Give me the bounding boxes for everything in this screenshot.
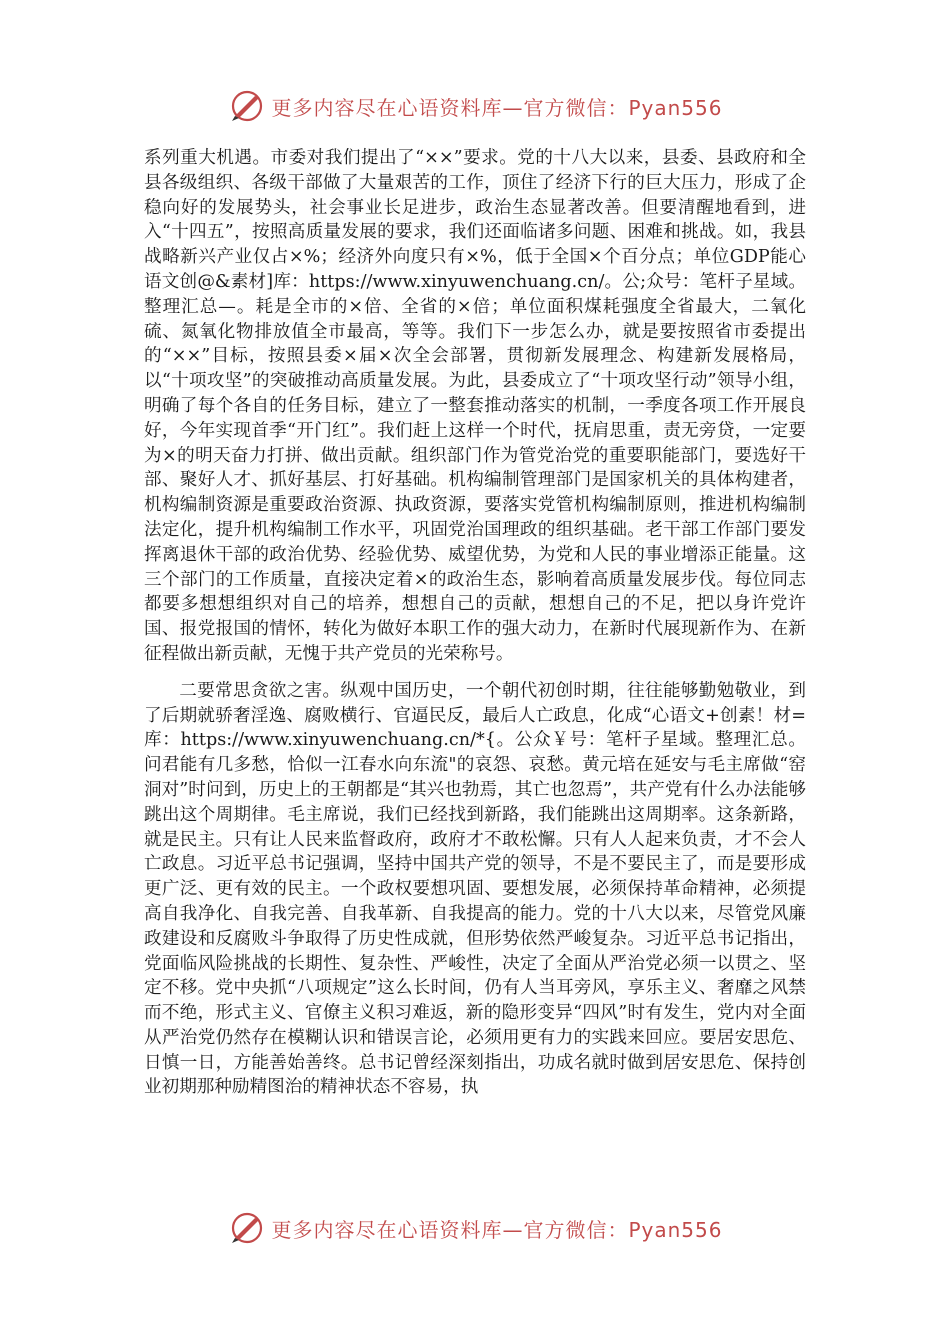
brush-logo-icon [227,1208,267,1248]
paragraph-2: 二要常思贪欲之害。纵观中国历史，一个朝代初创时期，往往能够勤勉敬业，到了后期就骄奢淫逸、腐败横行、官逼民反，最后人亡政息，化成“心语文+创素！材=库：https://www.xinyuwenchuang.cn/*{。公众￥号：笔杆子星域。整理汇总。问君能有几多愁，恰似一江春水向东流"的哀怨、哀愁。黄元培在延安与毛主席做“窑洞对”时问到，历史上的王朝都是“其兴也勃焉，其亡也忽焉”，共产党有什么办法能够跳出这个周期律。毛主席说，我们已经找到新路，我们能跳出这周期率。这条新路，就是民主。只有让人民来监督政府，政府才不敢松懈。只有人人起来负责，才不会人亡政息。习近平总书记强调，坚持中国共产党的领导，不是不要民主了，而是要形成更广泛、更有效的民主。一个政权要想巩固、要想发展，必须保持革命精神，必须提高自我净化、自我完善、自我革新、自我提高的能力。党的十八大以来，尽管党风廉政建设和反腐败斗争取得了历史性成就，但形势依然严峻复杂。习近平总书记指出，党面临风险挑战的长期性、复杂性、严峻性，决定了全面从严治党必须一以贯之、坚定不移。党中央抓“八项规定”这么长时间，仍有人当耳旁风，享乐主义、奢靡之风禁而不绝，形式主义、官僚主义积习难返，新的隐形变异“四风”时有发生，党内对全面从严治党仍然存在模糊认识和错误言论，必须用更有力的实践来回应。要居安思危、日慎一日，方能善始善终。总书记曾经深刻指出，功成名就时做到居安思危、保持创业初期那种励精图治的精神状态不容易，执 [144,680,806,1098]
header-banner-text: 更多内容尽在心语资料库—官方微信：Pyan556 [271,95,723,120]
footer-banner [0,1206,950,1250]
footer-banner-text: 更多内容尽在心语资料库—官方微信：Pyan556 [271,1217,723,1242]
brush-logo-icon [227,86,267,126]
header-banner [0,84,950,128]
paragraph-1: 系列重大机遇。市委对我们提出了“××”要求。党的十八大以来，县委、县政府和全县各级组织、各级干部做了大量艰苦的工作，顶住了经济下行的巨大压力，形成了企稳向好的发展势头，社会事业长足进步，政治生态显著改善。但要清醒地看到，进入“十四五”，按照高质量发展的要求，我们还面临诸多问题、困难和挑战。如，我县战略新兴产业仅占×%；经济外向度只有×%，低于全国×个百分点；单位GDP能心语文创@&素材]库：https://www.xinyuwenchuang.cn/。公;众号：笔杆子星域。整理汇总—。耗是全市的×倍、全省的×倍；单位面积煤耗强度全省最大，二氧化硫、氮氧化物排放值全市最高，等等。我们下一步怎么办，就是要按照省市委提出的“××”目标，按照县委×届×次全会部署，贯彻新发展理念、构建新发展格局，以“十项攻坚”的突破推动高质量发展。为此，县委成立了“十项攻坚行动”领导小组，明确了每个各自的任务目标，建立了一整套推动落实的机制，一季度各项工作开展良好，今年实现首季“开门红”。我们赶上这样一个时代，抚肩思重，责无旁贷，一定要为×的明天奋力打拼、做出贡献。组织部门作为管党治党的重要职能部门，要选好干部、聚好人才、抓好基层、打好基础。机构编制管理部门是国家机关的具体构建者，机构编制资源是重要政治资源、执政资源，要落实党管机构编制原则，推进机构编制法定化，提升机构编制工作水平，巩固党治国理政的组织基础。老干部工作部门要发挥离退休干部的政治优势、经验优势、威望优势，为党和人民的事业增添正能量。这三个部门的工作质量，直接决定着×的政治生态，影响着高质量发展步伐。每位同志都要多想想组织对自己的培养，想想自己的贡献，想想自己的不足，把以身许党许国、报党报国的情怀，转化为做好本职工作的强大动力，在新时代展现新作为、在新征程做出新贡献，无愧于共产党员的光荣称号。 [144,148,806,664]
document-body [144,146,806,1100]
